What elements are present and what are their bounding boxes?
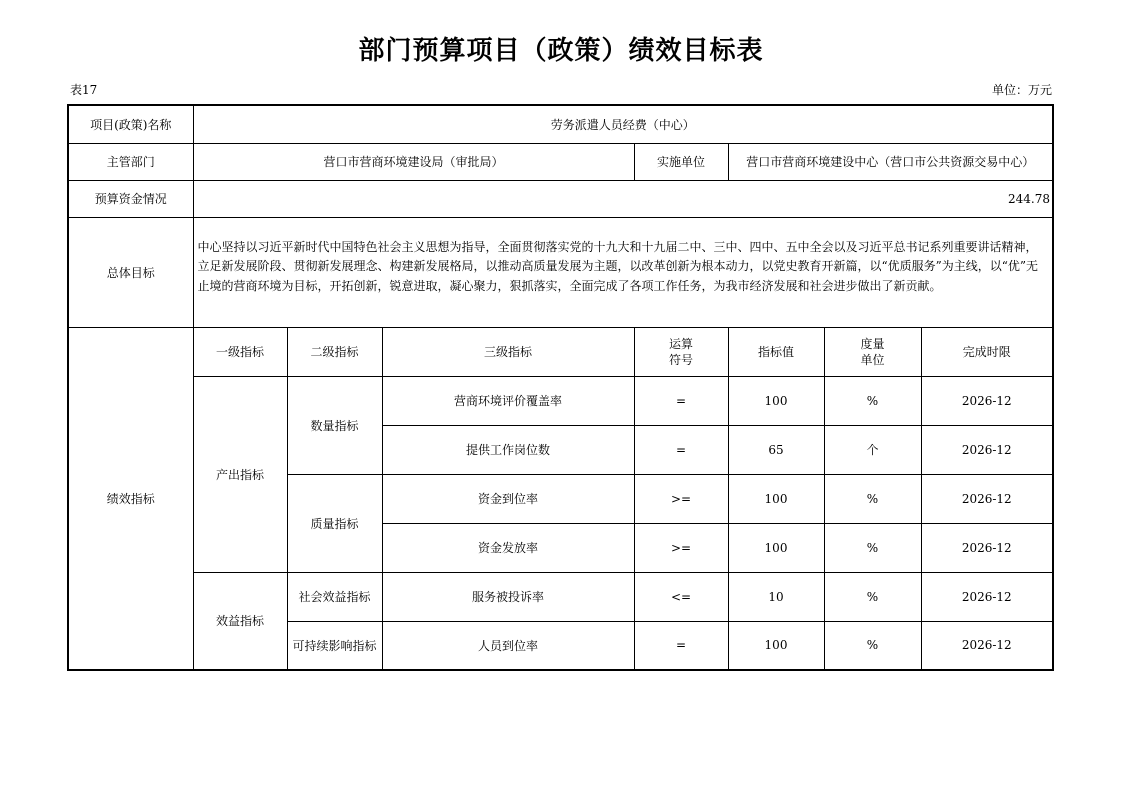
indicator-deadline: 2026-12 [921, 474, 1053, 523]
header-level2: 二级指标 [287, 327, 382, 376]
indicator-deadline: 2026-12 [921, 523, 1053, 572]
indicator-operator: = [634, 621, 728, 670]
group-sustain: 可持续影响指标 [287, 621, 382, 670]
group-social: 社会效益指标 [287, 572, 382, 621]
indicator-name: 提供工作岗位数 [382, 425, 634, 474]
group-quantity: 数量指标 [287, 376, 382, 474]
group-quality: 质量指标 [287, 474, 382, 572]
indicator-value: 100 [728, 376, 824, 425]
unit-value: 万元 [1027, 83, 1052, 97]
indicator-unit: % [824, 621, 921, 670]
group-benefit: 效益指标 [193, 572, 287, 670]
funds-value: 244.78 [193, 180, 1053, 217]
header-value: 指标值 [728, 327, 824, 376]
indicator-operator: = [634, 376, 728, 425]
unit-label: 单位： [991, 83, 1028, 97]
project-value: 劳务派遣人员经费（中心） [193, 105, 1053, 143]
indicator-value: 100 [728, 621, 824, 670]
performance-target-table [67, 104, 1054, 671]
header-unit [824, 327, 921, 376]
header-deadline: 完成时限 [921, 327, 1053, 376]
header-unit-line1: 度量 [860, 336, 885, 351]
header-level3: 三级指标 [382, 327, 634, 376]
header-level1: 一级指标 [193, 327, 287, 376]
department-row [68, 143, 1053, 180]
indicator-unit: % [824, 376, 921, 425]
indicator-unit: 个 [824, 425, 921, 474]
indicator-operator: >= [634, 474, 728, 523]
goal-row [68, 217, 1053, 327]
unit-note [992, 81, 1052, 98]
indicator-value: 10 [728, 572, 824, 621]
indicator-value: 100 [728, 523, 824, 572]
indicator-operator: >= [634, 523, 728, 572]
header-operator [634, 327, 728, 376]
indicator-value: 65 [728, 425, 824, 474]
header-operator-line2: 符号 [668, 352, 693, 367]
indicator-name: 营商环境评价覆盖率 [382, 376, 634, 425]
funds-label: 预算资金情况 [68, 180, 193, 217]
table-row [68, 572, 1053, 621]
page-title: 部门预算项目（政策）绩效目标表 [358, 36, 764, 66]
indicator-deadline: 2026-12 [921, 572, 1053, 621]
indicator-deadline: 2026-12 [921, 621, 1053, 670]
indicator-name: 资金到位率 [382, 474, 634, 523]
indicator-value: 100 [728, 474, 824, 523]
group-output: 产出指标 [193, 376, 287, 572]
header-unit-line2: 单位 [860, 352, 885, 367]
implementing-unit-label: 实施单位 [634, 143, 728, 180]
header-operator-line1: 运算 [668, 336, 693, 351]
department-value: 营口市营商环境建设局（审批局） [193, 143, 634, 180]
indicator-name: 人员到位率 [382, 621, 634, 670]
indicator-operator: <= [634, 572, 728, 621]
indicator-unit: % [824, 474, 921, 523]
indicator-name: 服务被投诉率 [382, 572, 634, 621]
indicator-header-row [68, 327, 1053, 376]
funds-row [68, 180, 1053, 217]
indicator-deadline: 2026-12 [921, 425, 1053, 474]
indicator-unit: % [824, 572, 921, 621]
goal-text: 中心坚持以习近平新时代中国特色社会主义思想为指导，全面贯彻落实党的十九大和十九届二中、三中、四中、五中全会以及习近平总书记系列重要讲话精神，立足新发展阶段、贯彻新发展理念、构建新发展格局，以推动高质量发展为主题，以改革创新为根本动力，以党史教育开新篇，以“优质服务”为主线，以“优”无止境的营商环境为目标，开拓创新，锐意进取，凝心聚力，狠抓落实，全面完成了各项工作任务，为我市经济发展和社会进步做出了新贡献。 [193, 217, 1053, 327]
table-number: 表17 [70, 83, 98, 97]
implementing-unit-value: 营口市营商环境建设中心（营口市公共资源交易中心） [728, 143, 1053, 180]
indicator-unit: % [824, 523, 921, 572]
project-label: 项目(政策)名称 [68, 105, 193, 143]
project-row [68, 105, 1053, 143]
indicator-operator: = [634, 425, 728, 474]
indicator-name: 资金发放率 [382, 523, 634, 572]
department-label: 主管部门 [68, 143, 193, 180]
goal-label: 总体目标 [68, 217, 193, 327]
indicator-deadline: 2026-12 [921, 376, 1053, 425]
table-row [68, 376, 1053, 425]
indicators-section-label: 绩效指标 [68, 327, 193, 670]
